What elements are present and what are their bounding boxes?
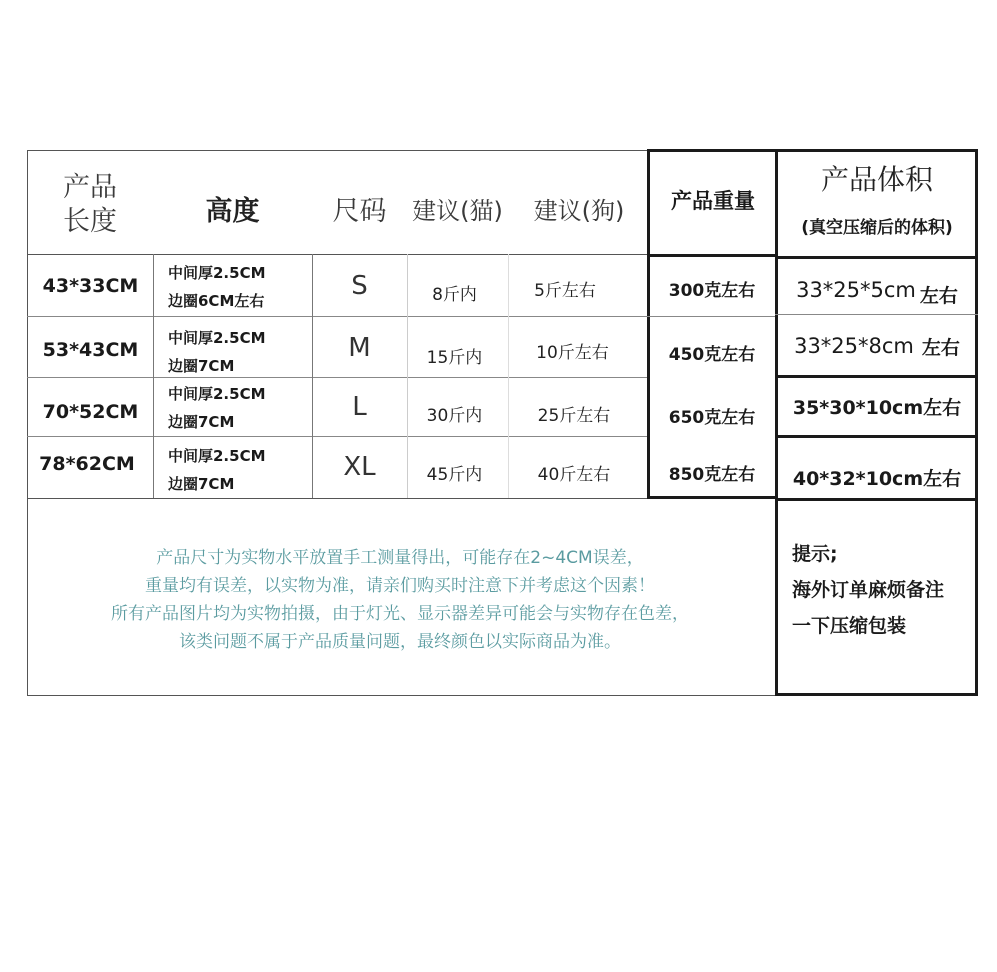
row-volume-suffix: 左右 <box>921 336 960 359</box>
row-size: S <box>351 271 368 301</box>
header-volume: 产品体积 <box>820 162 933 196</box>
col-divider <box>508 254 509 498</box>
row-dog: 10斤左右 <box>536 342 609 363</box>
row-volume <box>780 377 974 435</box>
row-thickness <box>168 379 308 437</box>
header-length-line1: 产品 <box>63 172 117 203</box>
row-cat: 8斤内 <box>432 284 477 305</box>
row-weight: 650克左右 <box>668 407 756 428</box>
row-weight: 850克左右 <box>668 464 756 485</box>
row-volume <box>780 316 974 376</box>
thickness-center: 中间厚2.5CM <box>168 385 266 403</box>
header-dog: 建议(狗) <box>533 196 625 225</box>
row-length: 53*43CM <box>42 339 139 361</box>
row-length: 78*62CM <box>39 453 135 475</box>
row-cat: 30斤内 <box>426 405 483 426</box>
weight-header-divider <box>647 254 777 257</box>
row-thickness <box>168 258 308 316</box>
row-thickness <box>168 323 308 381</box>
notice-line: 重量均有误差，以实物为准，请亲们购买时注意下并考虑这个因素！ <box>145 576 655 596</box>
row-weight: 300克左右 <box>668 280 756 301</box>
thickness-rim: 边圈7CM <box>168 475 235 493</box>
volume-header-divider <box>775 256 978 259</box>
row-weight: 450克左右 <box>668 344 756 365</box>
thickness-rim: 边圈7CM <box>168 413 235 431</box>
row-volume-suffix: 左右 <box>919 284 958 307</box>
row-length: 70*52CM <box>42 401 139 423</box>
header-divider <box>27 254 649 255</box>
row-length: 43*33CM <box>42 275 139 297</box>
header-size: 尺码 <box>332 195 387 227</box>
row-volume-value: 33*25*5cm <box>796 278 916 302</box>
row-volume-value: 35*30*10cm左右 <box>792 396 962 419</box>
thickness-center: 中间厚2.5CM <box>168 264 266 282</box>
thickness-rim: 边圈7CM <box>168 357 235 375</box>
row-cat: 15斤内 <box>426 347 483 368</box>
header-weight: 产品重量 <box>671 189 755 213</box>
row-volume <box>780 447 974 507</box>
table-bottom-border <box>27 695 779 696</box>
row-thickness <box>168 441 308 499</box>
row-volume-value: 40*32*10cm左右 <box>792 467 962 490</box>
tip-box <box>792 530 972 650</box>
thickness-center: 中间厚2.5CM <box>168 447 266 465</box>
header-cat: 建议(猫) <box>412 196 503 225</box>
row-dog: 40斤左右 <box>537 464 611 485</box>
header-length <box>40 165 140 245</box>
notice-line: 该类问题不属于产品质量问题，最终颜色以实际商品为准。 <box>179 632 621 652</box>
header-length-line2: 长度 <box>63 206 117 237</box>
thickness-center: 中间厚2.5CM <box>168 329 266 347</box>
row-volume <box>780 260 974 320</box>
row-size: M <box>348 333 371 363</box>
measurement-notice <box>40 540 760 660</box>
row-dog: 5斤左右 <box>534 280 596 301</box>
thickness-rim: 边圈6CM左右 <box>168 292 265 310</box>
header-height: 高度 <box>205 195 260 227</box>
notice-line: 产品尺寸为实物水平放置手工测量得出，可能存在2~4CM误差， <box>156 548 644 568</box>
row-volume-value: 33*25*8cm <box>794 334 914 358</box>
row-size: XL <box>343 452 376 482</box>
tip-title: 提示; <box>792 543 838 565</box>
header-volume-sub: (真空压缩后的体积) <box>801 217 953 238</box>
notice-line: 所有产品图片均为实物拍摄，由于灯光、显示器差异可能会与实物存在色差， <box>111 604 689 624</box>
col-divider <box>153 254 154 498</box>
row-dog: 25斤左右 <box>537 405 611 426</box>
tip-line: 一下压缩包装 <box>792 615 907 637</box>
tip-line: 海外订单麻烦备注 <box>792 579 945 601</box>
table-top-border <box>27 150 649 151</box>
row-size: L <box>352 392 367 422</box>
row-cat: 45斤内 <box>426 464 483 485</box>
